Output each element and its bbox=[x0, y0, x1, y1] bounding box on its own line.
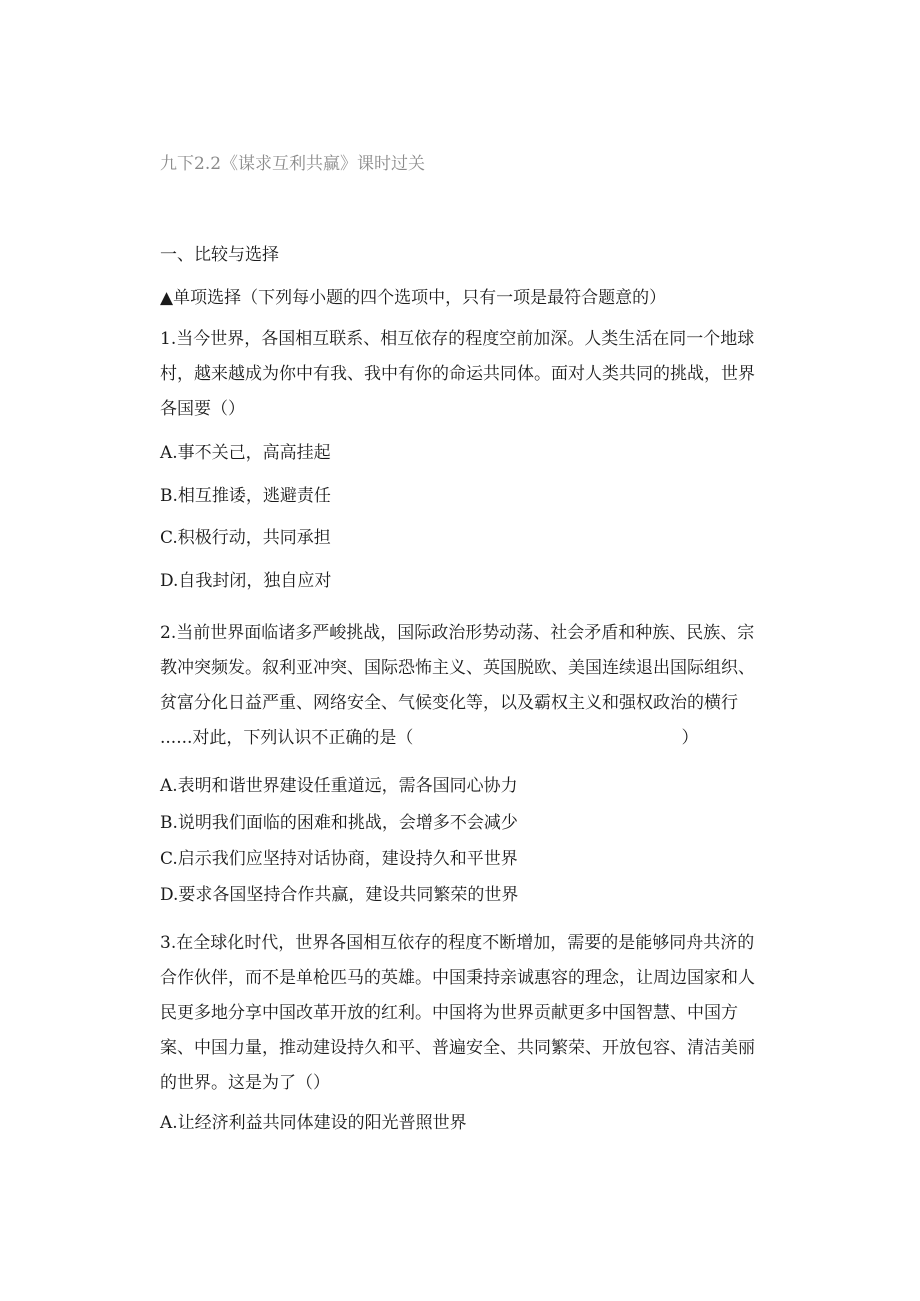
question-2-stem-line: 贫富分化日益严重、网络安全、气候变化等，以及霸权主义和强权政治的横行 bbox=[160, 693, 738, 713]
question-2-stem-prefix: ......对此，下列认识不正确的是（ bbox=[160, 728, 414, 748]
question-1-option-b: B.相互推诿，逃避责任 bbox=[160, 486, 331, 506]
question-3-option-a: A.让经济利益共同体建设的阳光普照世界 bbox=[160, 1113, 467, 1133]
document-title: 九下2.2《谋求互利共赢》课时过关 bbox=[160, 154, 426, 174]
question-2-option-d: D.要求各国坚持合作共赢，建设共同繁荣的世界 bbox=[160, 885, 519, 905]
question-2-stem-line: 教冲突频发。叙利亚冲突、国际恐怖主义、英国脱欧、美国连续退出国际组织、 bbox=[160, 658, 755, 678]
question-2-stem-suffix: ） bbox=[681, 728, 699, 748]
question-1-stem-line: 各国要（） bbox=[160, 399, 245, 419]
question-2-option-b: B.说明我们面临的困难和挑战，会增多不会减少 bbox=[160, 813, 518, 833]
question-1-option-c: C.积极行动，共同承担 bbox=[160, 528, 331, 548]
instruction-text: ▲单项选择（下列每小题的四个选项中，只有一项是最符合题意的） bbox=[160, 288, 667, 308]
question-2-stem-line: 2.当前世界面临诸多严峻挑战，国际政治形势动荡、社会矛盾和种族、民族、宗 bbox=[160, 623, 755, 643]
question-3-stem-line: 3.在全球化时代，世界各国相互依存的程度不断增加，需要的是能够同舟共济的 bbox=[160, 933, 755, 953]
question-1-option-d: D.自我封闭，独自应对 bbox=[160, 571, 332, 591]
question-1-stem-line: 1.当今世界，各国相互联系、相互依存的程度空前加深。人类生活在同一个地球 bbox=[160, 329, 755, 349]
question-3-stem-line: 的世界。这是为了（） bbox=[160, 1073, 330, 1093]
question-3-stem-line: 民更多地分享中国改革开放的红利。中国将为世界贡献更多中国智慧、中国方 bbox=[160, 1003, 738, 1023]
question-3-stem-line: 案、中国力量，推动建设持久和平、普遍安全、共同繁荣、开放包容、清洁美丽 bbox=[160, 1038, 755, 1058]
question-2-option-a: A.表明和谐世界建设任重道远，需各国同心协力 bbox=[160, 776, 518, 796]
question-3-stem bbox=[160, 932, 760, 1107]
question-1-option-a: A.事不关己，高高挂起 bbox=[160, 443, 331, 463]
question-2-stem-last-line bbox=[160, 727, 760, 762]
question-2-option-c: C.启示我们应坚持对话协商，建设持久和平世界 bbox=[160, 849, 518, 869]
question-2-stem bbox=[160, 622, 760, 762]
section-heading: 一、比较与选择 bbox=[160, 245, 279, 265]
question-3-stem-line: 合作伙伴，而不是单枪匹马的英雄。中国秉持亲诚惠容的理念，让周边国家和人 bbox=[160, 968, 755, 988]
question-1-stem bbox=[160, 328, 760, 433]
question-1-stem-line: 村，越来越成为你中有我、我中有你的命运共同体。面对人类共同的挑战，世界 bbox=[160, 364, 755, 384]
